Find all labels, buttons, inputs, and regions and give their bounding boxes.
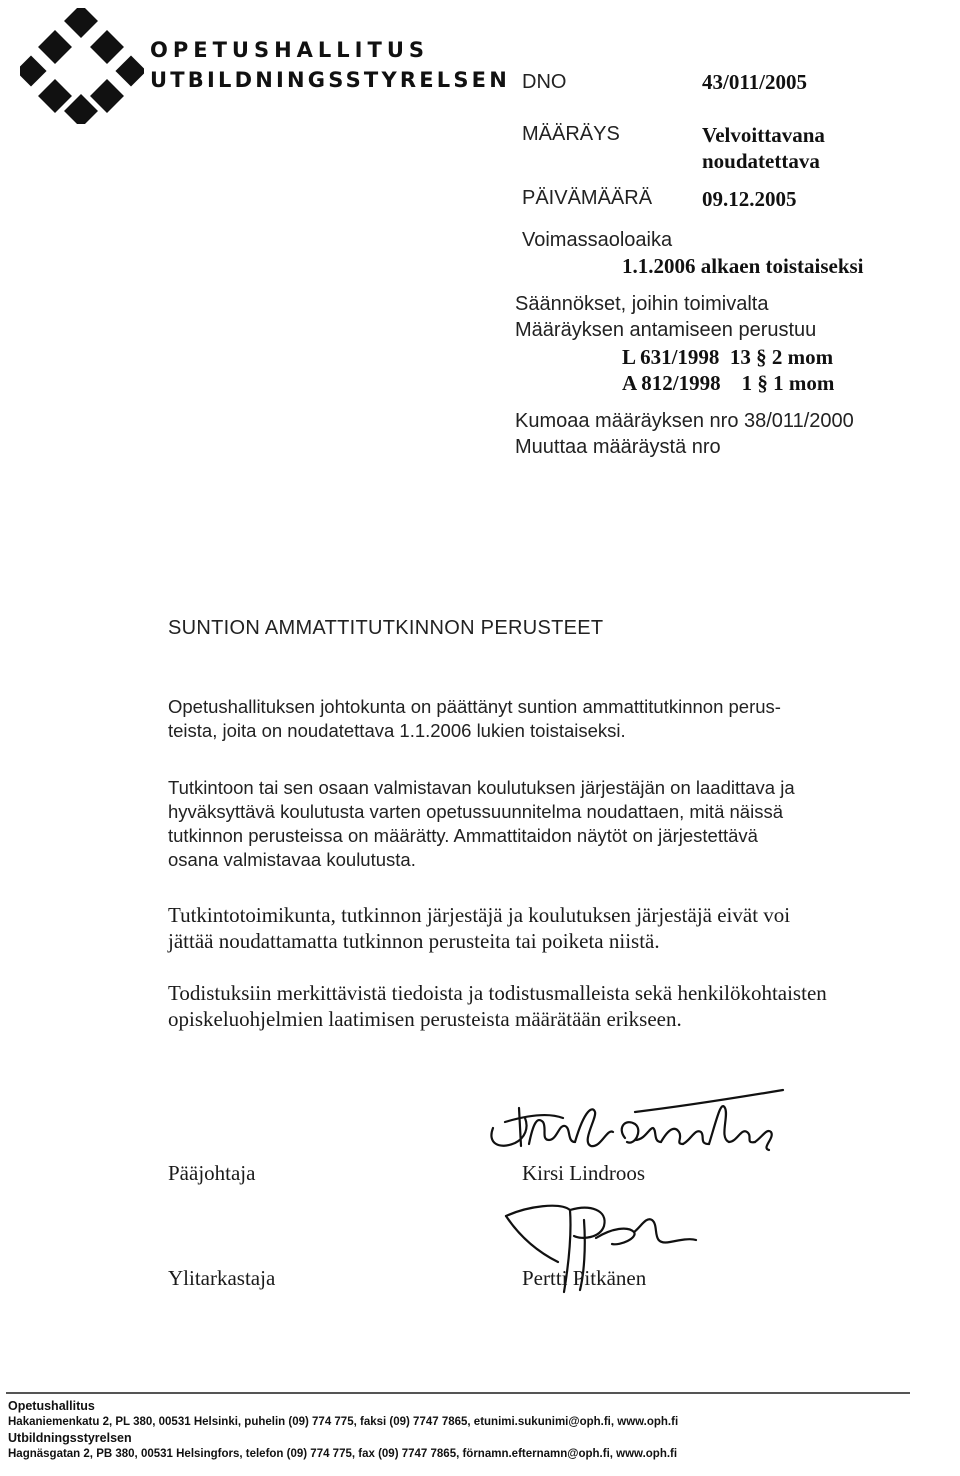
maarays-value-line2: noudatettava [702,149,820,173]
document-title: SUNTION AMMATTITUTKINNON PERUSTEET [168,617,604,639]
footer-org-finnish: Opetushallitus [8,1399,95,1413]
footer-divider [6,1392,910,1394]
footer-address-finnish: Hakaniemenkatu 2, PL 380, 00531 Helsinki, puhelin (09) 774 775, faksi (09) 7747 7865, etunimi.sukunimi@oph.fi, www.oph.fi [8,1416,679,1428]
paragraph-line: teista, joita on noudatettava 1.1.2006 lukien toistaiseksi. [168,720,626,741]
maarays-label: MÄÄRÄYS [522,123,620,145]
paragraph-3 [168,902,790,954]
organization-logo [20,8,144,124]
law-reference-1: L 631/1998 13 § 2 mom [622,345,834,369]
law-reference-2: A 812/1998 1 § 1 mom [622,371,835,395]
revokes-text: Kumoaa määräyksen nro 38/011/2000 [515,410,854,432]
paragraph-line: Tutkintotoimikunta, tutkinnon järjestäjä ja koulutuksen järjestäjä eivät voi [168,903,791,927]
paragraph-1 [168,695,781,743]
validity-label: Voimassaoloaika [522,229,673,251]
provisions-line1: Säännökset, joihin toimivalta [515,293,769,315]
signer-name-2: Pertti Pitkänen [522,1266,647,1290]
dno-label: DNO [522,71,567,93]
maarays-value-line1: Velvoittavana [702,123,825,147]
signer-name-1: Kirsi Lindroos [522,1161,646,1185]
paragraph-4 [168,980,827,1032]
paragraph-line: tutkinnon perusteissa on määrätty. Ammattitaidon näytöt on järjestettävä [168,825,758,846]
date-label: PÄIVÄMÄÄRÄ [522,187,653,209]
provisions-line2: Määräyksen antamiseen perustuu [515,319,817,341]
signature-lindroos [485,1088,785,1158]
paragraph-2 [168,776,795,872]
signer-role-2: Ylitarkastaja [168,1266,276,1290]
paragraph-line: opiskeluohjelmien laatimisen perusteista määrätään erikseen. [168,1007,682,1031]
amends-text: Muuttaa määräystä nro [515,436,721,458]
paragraph-line: osana valmistavaa koulutusta. [168,849,416,870]
org-name-finnish: OPETUSHALLITUS [150,38,429,62]
validity-value: 1.1.2006 alkaen toistaiseksi [622,254,864,278]
org-name-swedish: UTBILDNINGSSTYRELSEN [150,68,510,92]
footer-org-swedish: Utbildningsstyrelsen [8,1431,132,1445]
paragraph-line: Todistuksiin merkittävistä tiedoista ja todistusmalleista sekä henkilökohtaisten [168,981,827,1005]
paragraph-line: Opetushallituksen johtokunta on päättänyt suntion ammattitutkinnon perus- [168,696,781,717]
signer-role-1: Pääjohtaja [168,1161,256,1185]
paragraph-line: hyväksyttävä koulutusta varten opetussuunnitelma noudattaen, mitä näissä [168,801,783,822]
paragraph-line: Tutkintoon tai sen osaan valmistavan koulutuksen järjestäjän on laadittava ja [168,777,795,798]
dno-value: 43/011/2005 [702,70,808,94]
date-value: 09.12.2005 [702,187,797,211]
footer [8,1398,678,1462]
paragraph-line: jättää noudattamatta tutkinnon perusteita tai poiketa niistä. [168,929,660,953]
footer-address-swedish: Hagnäsgatan 2, PB 380, 00531 Helsingfors, telefon (09) 774 775, fax (09) 7747 7865, förnamn.efternamn@oph.fi, www.oph.fi [8,1448,678,1460]
